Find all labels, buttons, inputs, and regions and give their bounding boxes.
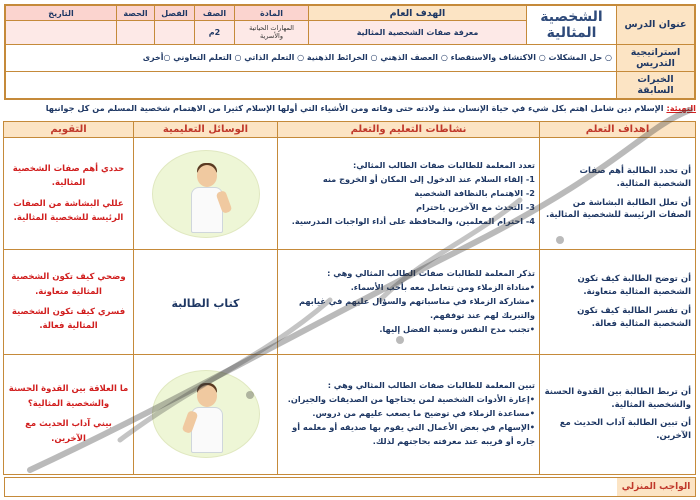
tools-cell (134, 250, 278, 354)
activities-cell (278, 250, 540, 354)
grade-label: الصف (195, 6, 235, 21)
tools-cell (134, 138, 278, 250)
lesson-table (4, 121, 696, 475)
activity-item: تبين المعلمة للطالبات صفات الطالب المثالي وهي : (327, 380, 535, 391)
class-label: الفصل (155, 6, 195, 21)
activity-item: •تجنب مدح النفس ونسبة الفضل إليها. (379, 323, 535, 334)
activity-item: •إعارة الأدوات الشخصية لمن يحتاجها من الصديقات والجيران. (287, 394, 535, 405)
student-illustration (152, 370, 260, 458)
evaluation-item: فسري كيف تكون الشخصية المثالية فعالة. (11, 306, 126, 332)
lesson-header (4, 4, 696, 100)
evaluation-item: ما العلاقة بين القدوة الحسنة والشخصية المثالية؟ (8, 384, 129, 409)
activities-cell (278, 354, 540, 474)
tools-cell (134, 354, 278, 474)
student-book-label: كتاب الطالبة (171, 297, 240, 311)
table-row (4, 138, 696, 250)
activity-item: 3- التحدث مع الآخرين باحترام (416, 201, 535, 212)
activity-item: 4- احترام المعلمين، والمحافظة على أداء الواجبات المدرسية. (291, 215, 535, 226)
objectives-header: اهداف التعلم (540, 122, 696, 138)
evaluation-cell (4, 354, 134, 474)
lesson-title: الشخصية المثالية (527, 6, 617, 45)
date-value (6, 21, 117, 45)
grade-value: 2م (195, 21, 235, 45)
activity-item: •الإسهام في بعض الأعمال التي يقوم بها صديقه أو معلمه أو جاره أو قريبه عند معرفته بحاجتهم لذلك. (292, 422, 535, 447)
objective-item: أن تعلل الطالبة البشاشة من الصفات الرئيسة للشخصية المثالية. (545, 197, 691, 221)
evaluation-item: حددي أهم صفات الشخصية المثالية. (12, 163, 125, 189)
subject-label: المادة (235, 6, 309, 21)
activity-item: 1- إلقاء السلام عند الدخول إلى المكان أو الخروج منه (322, 173, 535, 184)
student-illustration (152, 150, 260, 238)
activities-cell (278, 138, 540, 250)
objectives-cell (540, 250, 696, 354)
objectives-cell (540, 138, 696, 250)
strategy-options: ○ حل المشكلات ○ الاكتشاف والاستقصاء ○ العصف الذهني ○ الخرائط الذهنية ○ التعلم الذاتي ○ التعلم التعاوني ○أخرى (6, 44, 617, 71)
evaluation-cell (4, 250, 134, 354)
date-label: التاريخ (6, 6, 117, 21)
period-value (117, 21, 155, 45)
objective-item: أن تبين الطالبة آداب الحديث مع الآخرين. (559, 418, 691, 442)
lesson-title-label: عنوان الدرس (617, 6, 695, 45)
evaluation-cell (4, 138, 134, 250)
prior-knowledge-value (6, 71, 617, 98)
table-row (4, 250, 696, 354)
objectives-cell (540, 354, 696, 474)
objective-item: أن تربط الطالبة بين القدوة الحسنة والشخصية المثالية. (544, 386, 691, 410)
activity-item: •مساعدة الزملاء في توضيح ما يصعب عليهم من دروس. (312, 408, 535, 419)
evaluation-item: عللي البشاشة من الصفات الرئيسة للشخصية المثالية. (13, 198, 124, 224)
general-goal-label: الهدف العام (309, 6, 527, 21)
evaluation-item: بيني آداب الحديث مع الآخرين. (25, 419, 112, 444)
homework-label: الواجب المنزلي (617, 478, 695, 496)
strategy-label: استراتيجية التدريس (617, 44, 695, 71)
objective-item: أن تفسر الطالبة كيف تكون الشخصية المثالية فعالة. (577, 305, 691, 329)
activity-item: تذكر المعلمة للطالبات صفات الطالب المثالي وهي : (327, 268, 535, 279)
evaluation-header: التقويم (4, 122, 134, 138)
subject-value: المهارات الحياتية والأسرية (235, 21, 309, 45)
objective-item: أن تحدد الطالبة أهم صفات الشخصية المثالية. (579, 166, 691, 189)
tools-header: الوسائل التعليمية (134, 122, 278, 138)
intro-text: الإسلام دين شامل اهتم بكل شيء في حياة الإنسان منذ ولادته حتى وفاته ومن الأشياء التي أولها الإسلام كثيرا من الاهتمام شخصية المسلم من كل جوانبها (45, 103, 664, 113)
period-label: الحصة (117, 6, 155, 21)
general-goal: معرفة صفات الشخصية المثالية (309, 21, 527, 45)
activity-item: 2- الاهتمام بالنظافة الشخصية (414, 187, 535, 198)
objective-item: أن توضح الطالبة كيف تكون الشخصية المثالية متعاونة. (577, 274, 691, 298)
activity-item: تعدد المعلمة للطالبات صفات الطالب المثالي: (352, 159, 535, 170)
intro-line (4, 103, 696, 119)
activity-item: •مناداة الزملاء ومن تتعامل معه بأحب الأسماء. (350, 282, 535, 293)
class-value (155, 21, 195, 45)
prior-knowledge-label: الخبرات السابقة (617, 71, 695, 98)
intro-label: التهيئة: (666, 103, 696, 113)
evaluation-item: وضحي كيف تكون الشخصية المثالية متعاونة. (11, 272, 126, 297)
homework-row (4, 477, 696, 497)
table-row (4, 354, 696, 474)
activity-item: •مشاركة الزملاء في مناسباتهم والسؤال عليهم في غيابهم والتبريك لهم عند توفقهم. (298, 296, 535, 320)
activities-header: نشاطات التعليم والتعلم (278, 122, 540, 138)
